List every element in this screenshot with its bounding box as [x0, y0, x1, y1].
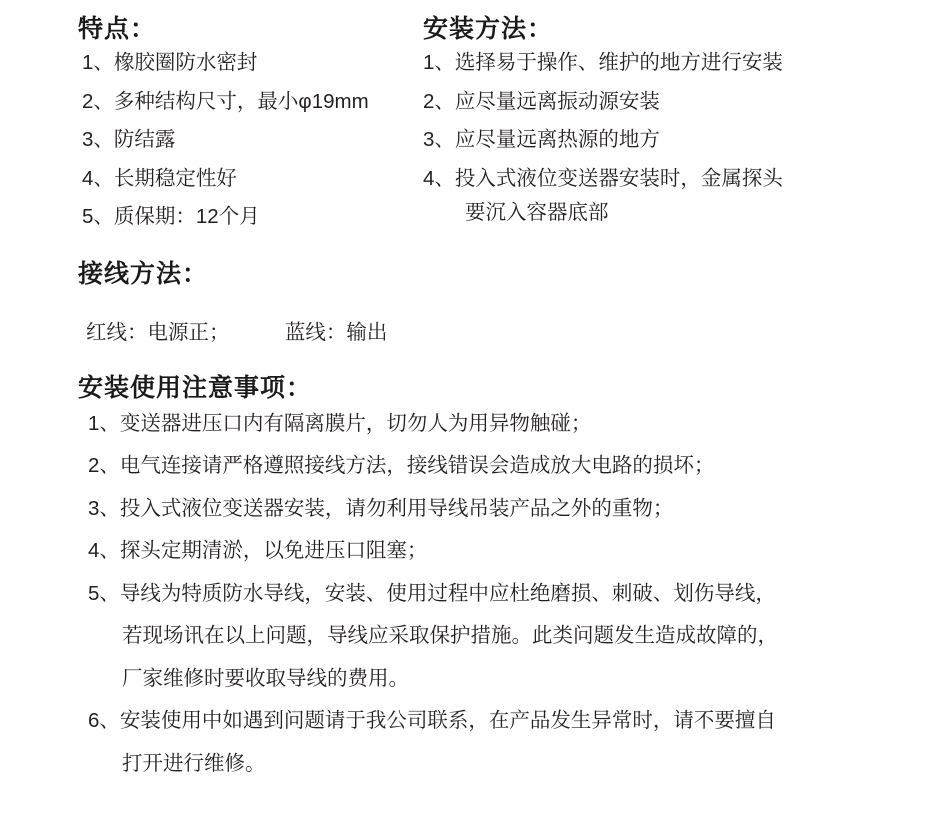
list-item: 4、探头定期清淤，以免进压口阻塞；: [88, 539, 428, 562]
wiring-blue-label: 蓝线：输出: [284, 320, 388, 344]
installation-list: [405, 44, 900, 233]
installation-section: [405, 14, 900, 233]
features-list: [30, 44, 405, 237]
list-item: 2、应尽量远离振动源安装: [423, 89, 660, 113]
wiring-line: [78, 315, 900, 345]
list-item-text: 4、投入式液位变送器安装时，金属探头: [423, 166, 783, 190]
list-item: 1、变送器进压口内有隔离膜片，切勿人为用异物触碰；: [88, 411, 592, 435]
list-item: [88, 700, 900, 785]
list-item-text: 5、导线为特质防水导线，安装、使用过程中应杜绝磨损、刺破、划伤导线，: [88, 581, 776, 605]
notes-list: [78, 403, 900, 786]
wiring-red-label: 红线：电源正；: [86, 320, 230, 344]
list-item: 3、应尽量远离热源的地方: [423, 128, 660, 151]
wiring-title: 接线方法：: [78, 259, 209, 288]
list-item: [88, 573, 900, 701]
list-item: 5、质保期：12个月: [82, 205, 260, 228]
list-item: 4、长期稳定性好: [82, 166, 237, 190]
installation-title: 安装方法：: [423, 15, 554, 43]
list-item-continuation: 厂家维修时要收取导线的费用。: [122, 666, 409, 690]
list-item-continuation: 要沉入容器底部: [465, 201, 609, 224]
features-section: [30, 14, 405, 237]
notes-section: [30, 373, 900, 786]
list-item-continuation: 若现场讯在以上问题，导线应采取保护措施。此类问题发生造成故障的，: [122, 624, 778, 647]
list-item: 3、投入式液位变送器安装，请勿利用导线吊装产品之外的重物；: [88, 496, 674, 520]
notes-title: 安装使用注意事项：: [78, 373, 313, 402]
features-title: 特点：: [78, 15, 157, 43]
list-item: 3、防结露: [82, 128, 176, 151]
list-item-text: 6、安装使用中如遇到问题请于我公司联系，在产品发生异常时，请不要擅自: [88, 709, 776, 732]
list-item: 2、电气连接请严格遵照接线方法，接线错误会造成放大电路的损坏；: [88, 454, 715, 477]
wiring-section: [30, 259, 900, 345]
list-item: 2、多种结构尺寸，最小φ19mm: [82, 89, 369, 113]
list-item-continuation: 打开进行维修。: [122, 751, 266, 775]
top-columns: [30, 14, 900, 237]
list-item: 1、选择易于操作、维护的地方进行安装: [423, 51, 783, 74]
list-item: [423, 160, 900, 233]
list-item: 1、橡胶圈防水密封: [82, 51, 258, 74]
